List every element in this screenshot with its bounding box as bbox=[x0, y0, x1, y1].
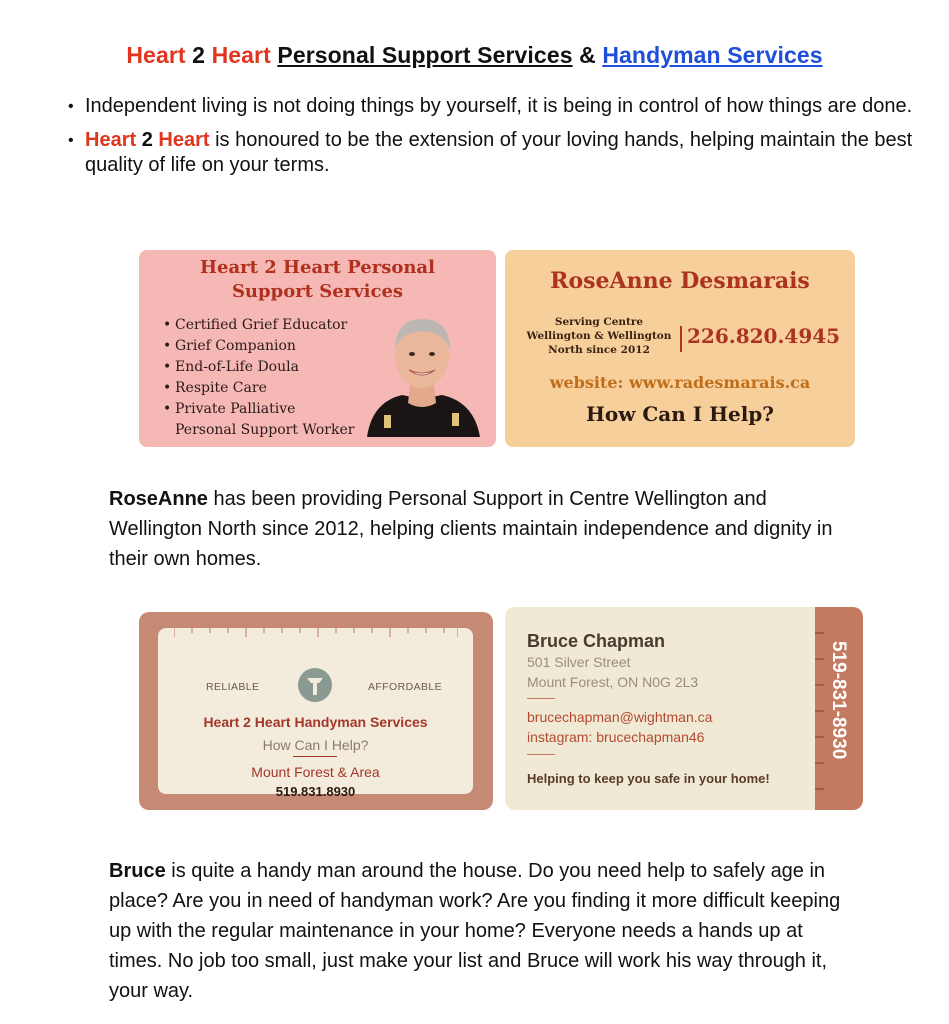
service-item: • Certified Grief Educator bbox=[163, 315, 354, 336]
intro-bullets bbox=[68, 94, 928, 187]
title-handyman-link[interactable]: Handyman Services bbox=[602, 42, 823, 68]
title-two: 2 bbox=[192, 42, 206, 68]
title-ampersand: & bbox=[579, 42, 596, 68]
service-area-line: Wellington & Wellington bbox=[526, 330, 672, 342]
bruce-tagline: Helping to keep you safe in your home! bbox=[527, 771, 770, 786]
affordable-label: AFFORDABLE bbox=[368, 681, 443, 693]
bruce-phone-vertical: 519-831-8930 bbox=[828, 641, 849, 760]
divider bbox=[293, 756, 337, 757]
ruler-strip-markings bbox=[815, 607, 863, 810]
card-title-line: Support Services bbox=[231, 281, 404, 302]
paragraph-text: is quite a handy man around the house. Do you need help to safely age in place? Are you in need of handyman work? Are you finding it more difficult keeping up with the regular maintenance in your home? Everyone needs a hands up at times. No job too small, just make your list and Bruce will work his way through it, your way. bbox=[109, 860, 841, 1002]
bullet-item bbox=[68, 94, 928, 119]
roseanne-contact-card bbox=[505, 250, 855, 447]
paragraph-name: RoseAnne bbox=[109, 488, 208, 510]
roseanne-name: RoseAnne Desmarais bbox=[550, 268, 810, 294]
bruce-name: Bruce Chapman bbox=[527, 631, 666, 651]
bullet-heart-2: Heart bbox=[158, 129, 210, 151]
roseanne-portrait-icon bbox=[362, 307, 482, 437]
bullet-dot-icon: • bbox=[68, 132, 74, 149]
service-item: • End-of-Life Doula bbox=[163, 357, 354, 378]
handyman-logo-icon bbox=[298, 668, 332, 702]
paragraph-text: has been providing Personal Support in Centre Wellington and Wellington North since 2012, helping clients maintain independence and dignity in their own homes. bbox=[109, 488, 833, 570]
roseanne-paragraph bbox=[109, 484, 849, 574]
paragraph-name: Bruce bbox=[109, 860, 166, 882]
bullet-two: 2 bbox=[141, 129, 153, 151]
handyman-card bbox=[139, 612, 493, 810]
bullet-heart-1: Heart bbox=[85, 129, 137, 151]
service-item: • Private Palliative bbox=[163, 399, 354, 420]
bruce-instagram: instagram: brucechapman46 bbox=[527, 729, 705, 745]
roseanne-website: website: www.radesmarais.ca bbox=[549, 373, 811, 392]
bruce-address-street: 501 Silver Street bbox=[527, 654, 631, 670]
roseanne-phone: 226.820.4945 bbox=[687, 324, 841, 348]
bruce-address-city: Mount Forest, ON N0G 2L3 bbox=[527, 674, 699, 690]
page-title bbox=[0, 42, 949, 69]
service-item: • Respite Care bbox=[163, 378, 354, 399]
personal-support-card bbox=[139, 250, 496, 447]
service-area-line: North since 2012 bbox=[548, 344, 650, 356]
handyman-area: Mount Forest & Area bbox=[251, 764, 380, 780]
bullet-dot-icon: • bbox=[68, 98, 74, 115]
handyman-title: Heart 2 Heart Handyman Services bbox=[203, 714, 428, 730]
handyman-phone: 519.831.8930 bbox=[275, 784, 356, 799]
service-item: • Grief Companion bbox=[163, 336, 354, 357]
title-personal-support: Personal Support Services bbox=[277, 42, 573, 68]
divider bbox=[680, 326, 682, 352]
card-title-line: Heart 2 Heart Personal bbox=[200, 257, 435, 278]
handyman-help-line: How Can I Help? bbox=[262, 737, 369, 753]
divider bbox=[527, 698, 555, 699]
personal-support-card-title bbox=[139, 256, 496, 304]
handyman-card-inner bbox=[158, 628, 473, 799]
reliable-label: RELIABLE bbox=[206, 681, 260, 693]
roseanne-help-line: How Can I Help? bbox=[585, 402, 775, 426]
title-heart-1: Heart bbox=[126, 42, 186, 68]
ruler-ticks-icon bbox=[174, 628, 458, 638]
bullet-item bbox=[68, 128, 928, 178]
title-heart-2: Heart bbox=[211, 42, 271, 68]
bruce-paragraph bbox=[109, 856, 849, 1006]
bullet-text: is honoured to be the extension of your loving hands, helping maintain the best quality of life on your terms. bbox=[85, 129, 913, 176]
bullet-text: Independent living is not doing things by yourself, it is being in control of how things are done. bbox=[85, 95, 913, 117]
services-list bbox=[163, 315, 354, 441]
service-area bbox=[523, 315, 675, 357]
bruce-contact-card bbox=[505, 607, 863, 810]
service-item-continued: Personal Support Worker bbox=[175, 422, 355, 438]
divider bbox=[527, 754, 555, 755]
service-area-line: Serving Centre bbox=[554, 316, 644, 328]
bruce-email: brucechapman@wightman.ca bbox=[527, 709, 713, 725]
